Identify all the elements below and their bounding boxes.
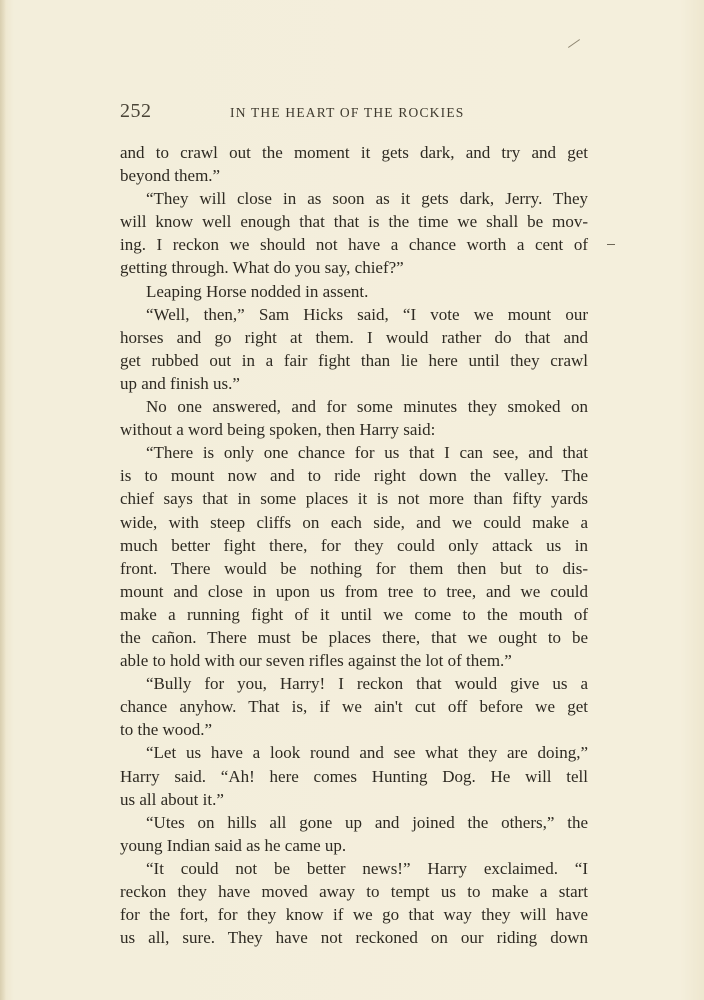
- pencil-mark: [568, 39, 580, 48]
- text-line: horses and go right at them. I would rather do that and: [120, 327, 588, 347]
- text-line: reckon they have moved away to tempt us to make a start: [120, 882, 588, 901]
- text-line: without a word being spoken, then Harry said:: [120, 420, 436, 440]
- text-line: will know well enough that that is the time we shall be mov-: [120, 212, 588, 232]
- text-line: make a running fight of it until we come to the mouth of: [120, 604, 588, 624]
- text-line: able to hold with our seven rifles against the lot of them.”: [120, 651, 512, 671]
- text-line: chance anyhow. That is, if we ain't cut off before we get: [120, 697, 588, 717]
- text-line: “Bully for you, Harry! I reckon that would give us a: [146, 674, 588, 694]
- text-line: “There is only one chance for us that I can see, and that: [146, 443, 588, 463]
- margin-mark: [607, 244, 615, 245]
- text-line: for the fort, for they know if we go that way they will have: [120, 905, 588, 925]
- text-line: Harry said. “Ah! here comes Hunting Dog. He will tell: [120, 766, 588, 786]
- text-line: “It could not be better news!” Harry exclaimed. “I: [146, 858, 588, 878]
- text-line: “Well, then,” Sam Hicks said, “I vote we mount our: [146, 304, 588, 324]
- page-header: [120, 100, 588, 128]
- text-line: getting through. What do you say, chief?”: [120, 258, 404, 278]
- text-line: No one answered, and for some minutes they smoked on: [146, 397, 588, 417]
- running-head: IN THE HEART OF THE ROCKIES: [230, 105, 465, 120]
- text-line: us all about it.”: [120, 789, 224, 809]
- text-line: beyond them.”: [120, 166, 221, 186]
- text-line: ing. I reckon we should not have a chance worth a cent of: [120, 235, 588, 255]
- text-line: much better fight there, for they could only attack us in: [120, 535, 588, 555]
- text-line: get rubbed out in a fair fight than lie here until they crawl: [120, 350, 588, 370]
- text-line: chief says that in some places it is not more than fifty yards: [120, 489, 588, 509]
- page-number: 252: [120, 100, 152, 122]
- text-line: “They will close in as soon as it gets dark, Jerry. They: [146, 189, 588, 209]
- text-line: to the wood.”: [120, 720, 213, 740]
- body-text: [120, 141, 588, 949]
- text-line: and to crawl out the moment it gets dark, and try and get: [120, 143, 588, 162]
- text-line: is to mount now and to ride right down the valley. The: [120, 466, 588, 486]
- text-line: front. There would be nothing for them then but to dis-: [120, 558, 588, 578]
- text-line: up and finish us.”: [120, 373, 240, 393]
- text-line: mount and close in upon us from tree to tree, and we could: [120, 581, 588, 601]
- text-line: young Indian said as he came up.: [120, 835, 347, 855]
- text-line: the cañon. There must be places there, that we ought to be: [120, 627, 588, 647]
- binding-edge: [0, 0, 6, 1000]
- text-line: “Utes on hills all gone up and joined the others,” the: [146, 812, 588, 832]
- text-line: Leaping Horse nodded in assent.: [146, 281, 369, 301]
- text-line: wide, with steep cliffs on each side, and we could make a: [120, 512, 588, 532]
- text-line: “Let us have a look round and see what they are doing,”: [146, 743, 588, 763]
- text-line: us all, sure. They have not reckoned on our riding down: [120, 928, 588, 948]
